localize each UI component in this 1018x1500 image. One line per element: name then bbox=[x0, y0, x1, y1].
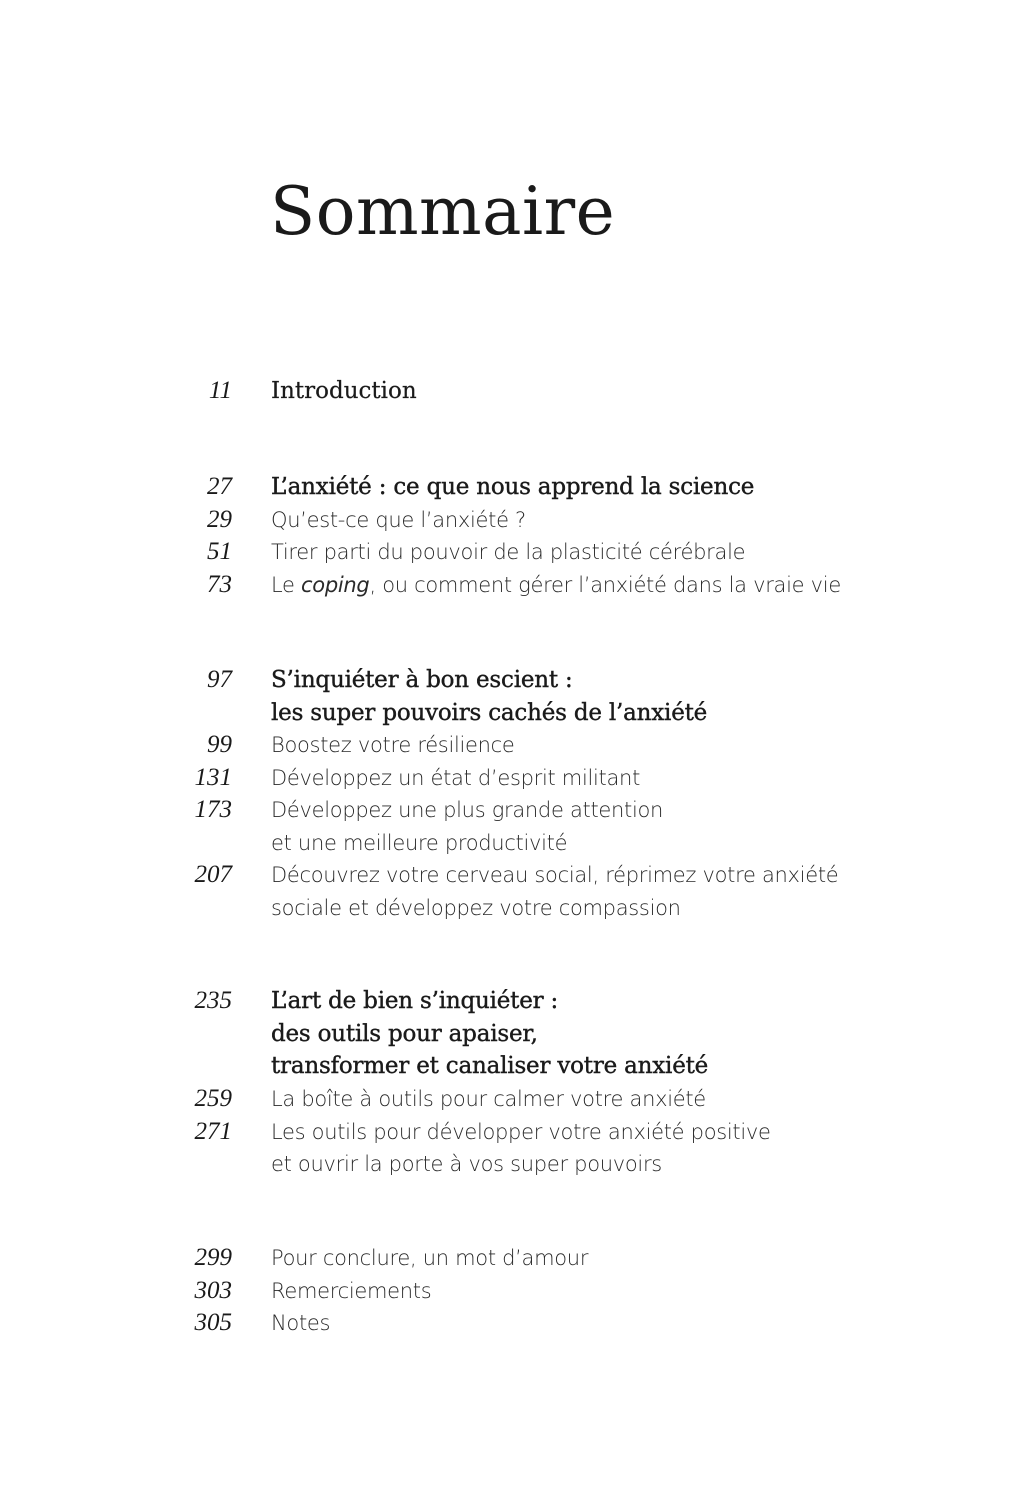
toc-back-matter-notes[interactable] bbox=[0, 1307, 1018, 1340]
page-number: 73 bbox=[207, 570, 232, 598]
toc-chapter[interactable] bbox=[0, 569, 1018, 602]
part-title-line: les super pouvoirs cachés de l’anxiété bbox=[271, 699, 708, 726]
part-title-line: transformer et canaliser votre anxiété bbox=[271, 1053, 709, 1079]
chapter-title-italic: coping bbox=[301, 572, 370, 597]
toc-chapter[interactable] bbox=[0, 762, 1018, 795]
toc-chapter[interactable] bbox=[0, 794, 1018, 859]
toc-part-3[interactable] bbox=[0, 985, 1018, 1083]
entry-title: Introduction bbox=[271, 378, 417, 404]
chapter-title-line: Découvrez votre cerveau social, réprimez votre anxiété bbox=[271, 863, 839, 887]
chapter-title: La boîte à outils pour calmer votre anxiété bbox=[271, 1087, 706, 1111]
entry-title: Notes bbox=[271, 1311, 331, 1335]
chapter-title: Développez un état d’esprit militant bbox=[271, 765, 641, 790]
page-number: 97 bbox=[207, 666, 232, 693]
entry-title: Pour conclure, un mot d’amour bbox=[271, 1246, 589, 1270]
toc-chapter[interactable] bbox=[0, 536, 1018, 569]
toc-chapter[interactable] bbox=[0, 859, 1018, 924]
page-number: 173 bbox=[194, 796, 232, 823]
chapter-title-line: et ouvrir la porte à vos super pouvoirs bbox=[271, 1152, 662, 1176]
page-number: 271 bbox=[194, 1117, 232, 1145]
chapter-title: Tirer parti du pouvoir de la plasticité cérébrale bbox=[271, 540, 746, 564]
toc-chapter[interactable] bbox=[0, 1083, 1018, 1116]
toc-chapter[interactable] bbox=[0, 504, 1018, 537]
part-title-line: S’inquiéter à bon escient : bbox=[271, 667, 573, 693]
page-number: 99 bbox=[207, 731, 232, 758]
toc-back-matter-conclusion[interactable] bbox=[0, 1242, 1018, 1275]
chapter-title-suffix: , ou comment gérer l’anxiété dans la vraie vie bbox=[369, 572, 841, 597]
page-number: 235 bbox=[194, 987, 232, 1014]
part-title-line: L’art de bien s’inquiéter : bbox=[271, 988, 559, 1014]
toc-part-2[interactable] bbox=[0, 664, 1018, 729]
chapter-title: Boostez votre résilience bbox=[271, 733, 515, 757]
toc-chapter[interactable] bbox=[0, 729, 1018, 762]
page-number: 259 bbox=[194, 1085, 232, 1112]
chapter-title-line: Les outils pour développer votre anxiété positive bbox=[271, 1119, 771, 1144]
toc-entry-introduction[interactable] bbox=[0, 375, 1018, 408]
toc-back-matter-acknowledgements[interactable] bbox=[0, 1275, 1018, 1308]
chapter-title-line: sociale et développez votre compassion bbox=[271, 895, 681, 920]
chapter-title bbox=[271, 569, 841, 602]
page-number: 207 bbox=[194, 861, 232, 888]
chapter-title-line: Développez une plus grande attention bbox=[271, 798, 664, 822]
chapter-title: Qu’est-ce que l’anxiété ? bbox=[271, 507, 526, 532]
part-title: L’anxiété : ce que nous apprend la science bbox=[271, 474, 755, 500]
page-number: 51 bbox=[207, 538, 232, 565]
chapter-title-prefix: Le bbox=[271, 572, 302, 597]
part-title-line: des outils pour apaiser, bbox=[271, 1020, 538, 1047]
toc-part-1[interactable] bbox=[0, 471, 1018, 504]
toc-chapter[interactable] bbox=[0, 1116, 1018, 1181]
page-number: 29 bbox=[207, 505, 232, 533]
entry-title: Remerciements bbox=[271, 1278, 432, 1303]
page-number: 305 bbox=[194, 1309, 232, 1336]
page-title: Sommaire bbox=[270, 173, 616, 250]
page-number: 27 bbox=[207, 473, 232, 500]
page-number: 131 bbox=[194, 763, 232, 791]
page-number: 299 bbox=[194, 1244, 232, 1271]
chapter-title-line: et une meilleure productivité bbox=[271, 830, 568, 855]
page-number: 303 bbox=[194, 1276, 232, 1304]
page-number: 11 bbox=[208, 377, 232, 404]
